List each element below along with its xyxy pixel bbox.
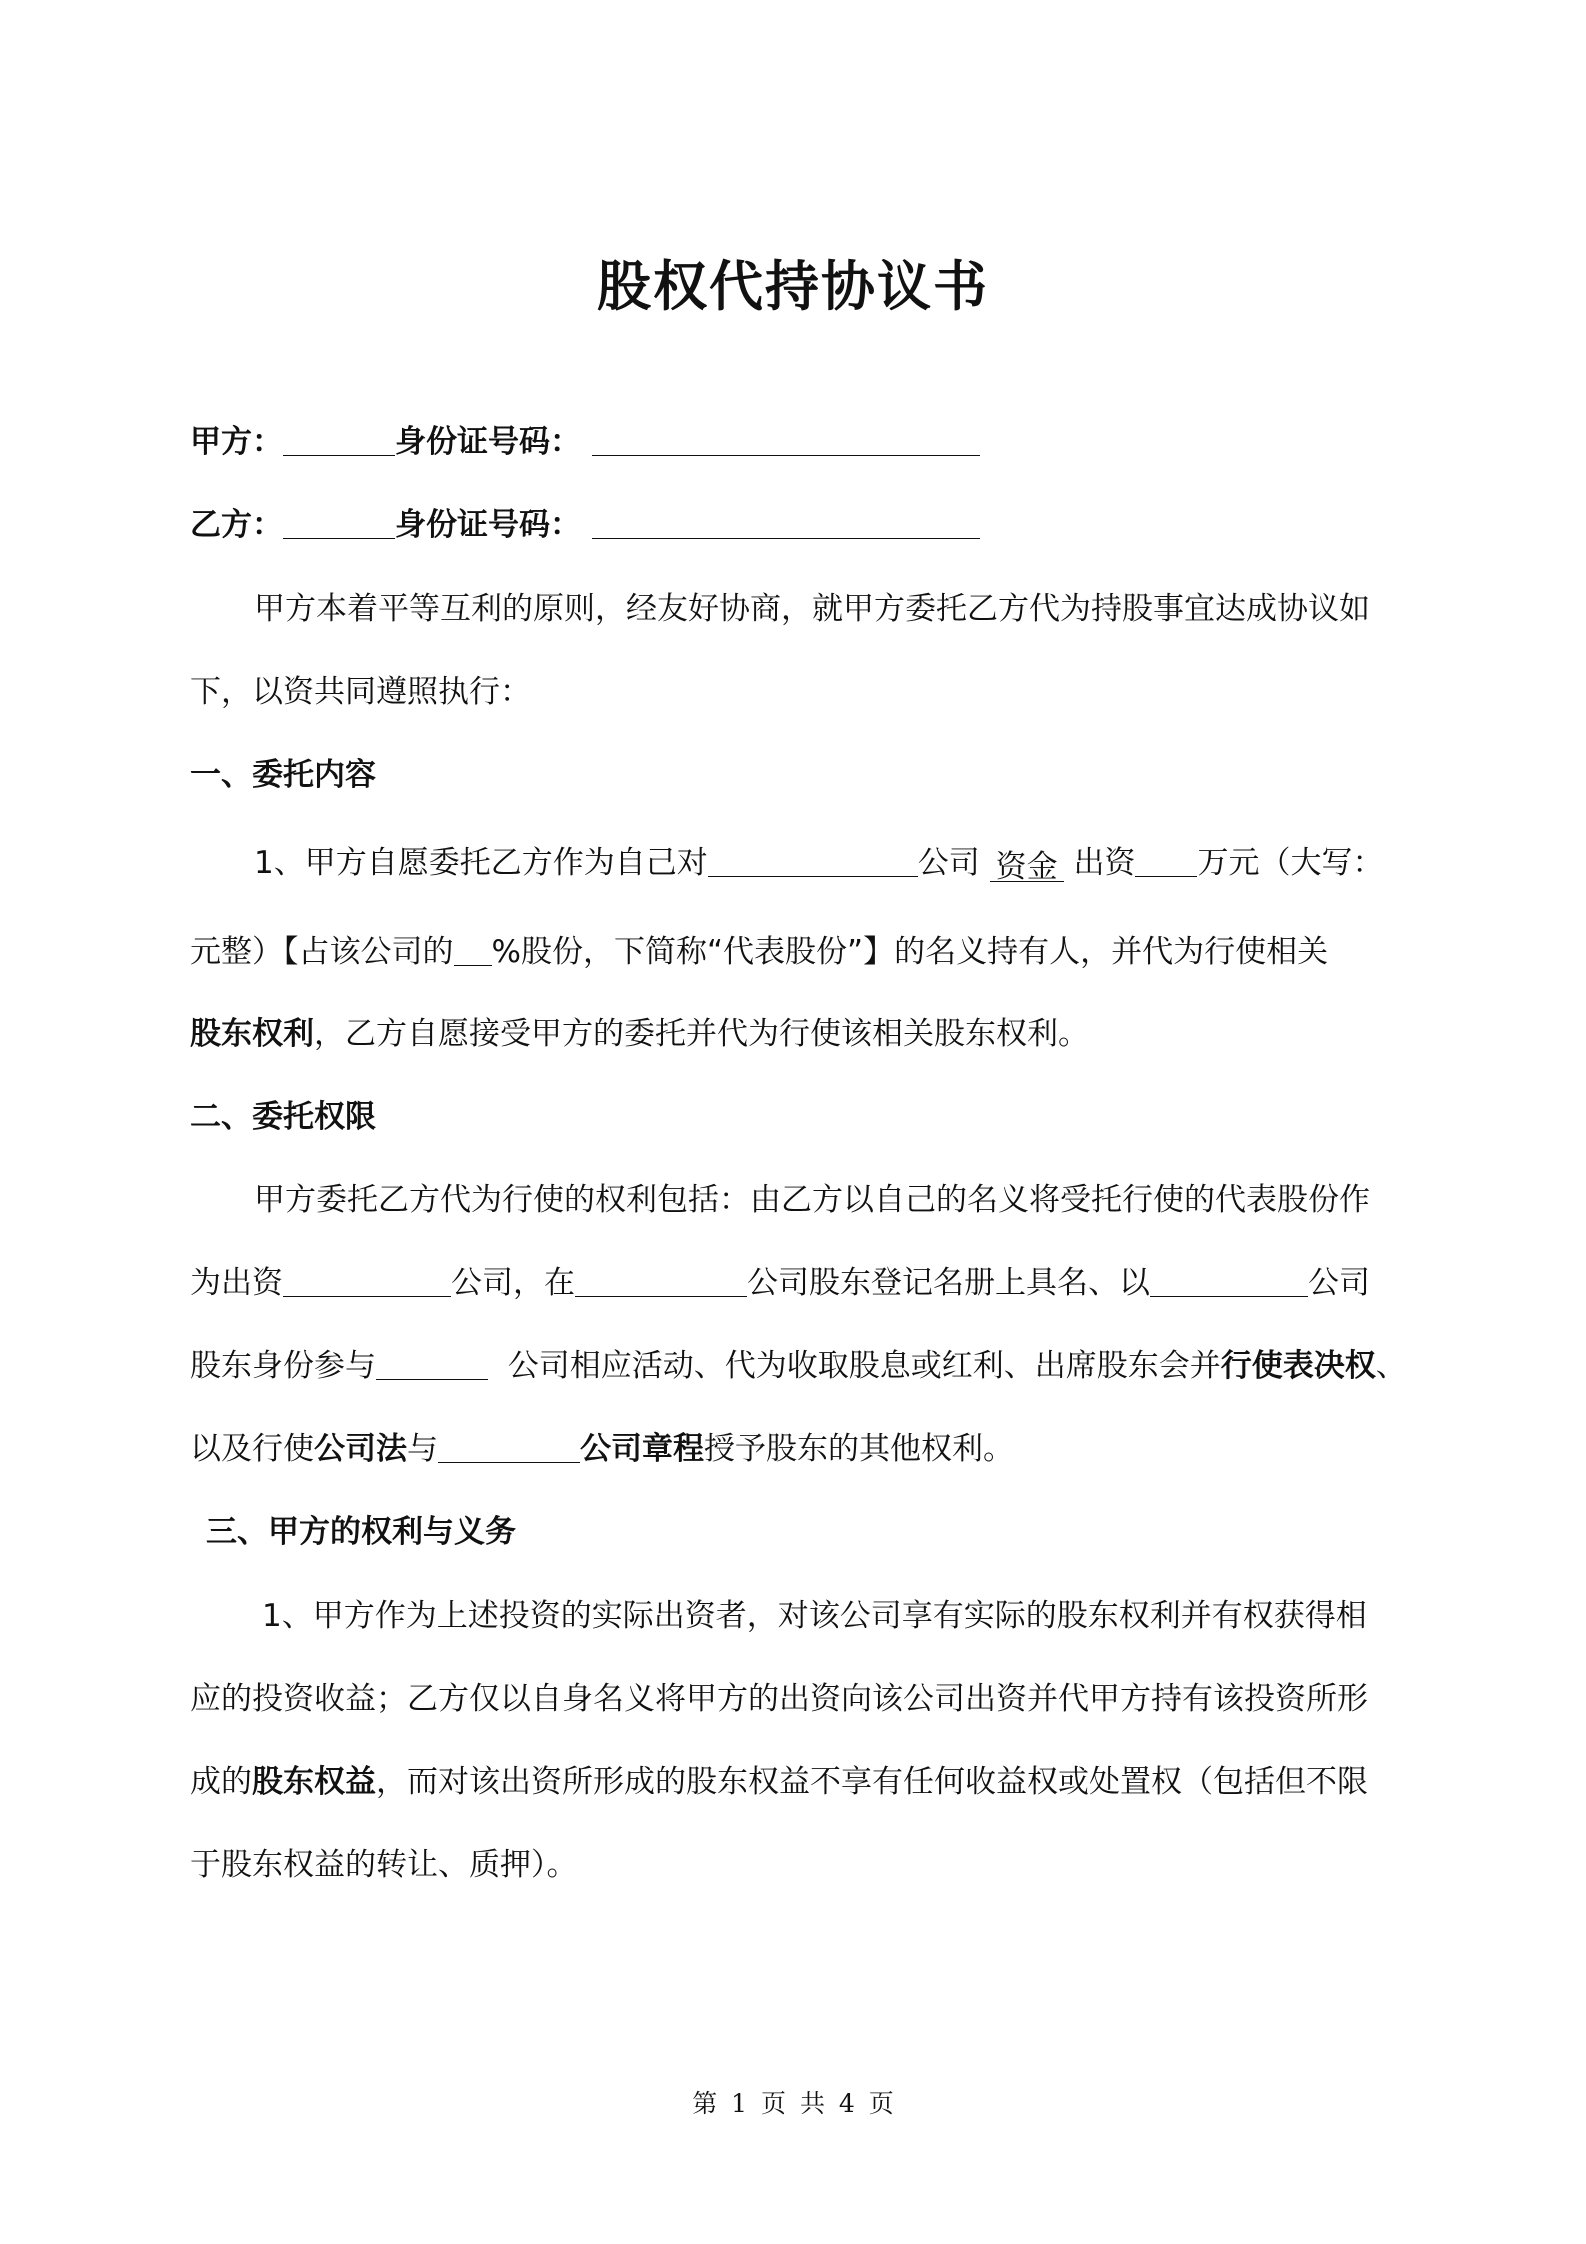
section-1-para-line-1: [254, 841, 1383, 885]
text-span: %股份，下简称“代表股份”】的名义持有人，并代为行使相关: [491, 934, 1329, 970]
text-span: 三、甲方的: [206, 1514, 361, 1550]
text-span: 公司，在: [451, 1265, 575, 1301]
bold-term: 股东权利: [190, 1016, 314, 1052]
bold-term: 公司章程: [580, 1431, 704, 1467]
text-span: ，乙方自愿接受甲方的委托并代为行使该相关股东权利。: [314, 1016, 1089, 1052]
text-span: 万元（大写：: [1197, 845, 1384, 881]
bold-term: 公司法: [314, 1431, 407, 1467]
company-blank: [438, 1428, 580, 1463]
section-2-line-2: [190, 1261, 1370, 1305]
page-footer: 第 1 页 共 4 页: [692, 2089, 894, 2118]
company-blank: [283, 1262, 451, 1297]
text-span: 权利与义务: [361, 1514, 516, 1550]
company-blank: [376, 1345, 488, 1380]
intro-line-2: 下，以资共同遵照执行：: [190, 674, 531, 710]
percent-blank: [454, 931, 492, 966]
text-span: 公司相应活动、代为收取股息或红利、出席股东会并: [507, 1348, 1221, 1384]
party-b-line: [190, 503, 980, 547]
section-3-heading: [206, 1510, 516, 1554]
section-2-line-4: [190, 1427, 1014, 1471]
party-b-label: 乙方：: [190, 507, 283, 543]
document-title: 股权代持协议书: [597, 255, 989, 318]
company-blank: [1150, 1262, 1308, 1297]
text-span: 股东身份参与: [190, 1348, 376, 1384]
bold-term: 股东权益: [252, 1764, 376, 1800]
text-span: 元整）【占该公司的: [190, 934, 454, 970]
party-a-label: 甲方：: [190, 424, 283, 460]
text-span: 出资: [1073, 845, 1136, 881]
section-3-line-1: 1、甲方作为上述投资的实际出资者，对该公司享有实际的股东权利并有权获得相: [262, 1598, 1367, 1634]
section-2-line-1: 甲方委托乙方代为行使的权利包括：由乙方以自己的名义将受托行使的代表股份作: [254, 1182, 1370, 1218]
text-span: 与: [407, 1431, 438, 1467]
section-2-heading: 二、委托权限: [190, 1099, 376, 1135]
party-a-name-blank: [283, 421, 395, 456]
text-span: ，而对该出资所形成的股东权益不享有任何收益权或处置权（包括但不限: [376, 1764, 1368, 1800]
section-2-line-3: [190, 1344, 1407, 1388]
text-span: 为出资: [190, 1265, 283, 1301]
text-span: 、: [1375, 1348, 1407, 1384]
party-a-id-label: 身份证号码：: [395, 424, 581, 460]
party-a-id-blank: [592, 421, 980, 456]
section-3-line-4: 于股东权益的转让、质押）。: [190, 1847, 578, 1883]
party-b-name-blank: [283, 504, 395, 539]
bold-term: 行使表决权: [1220, 1348, 1376, 1384]
text-span: 公司股东登记名册上具名、以: [747, 1265, 1150, 1301]
text-span: 1、甲方自愿委托乙方作为自己对: [254, 845, 708, 881]
section-3-line-3: [190, 1760, 1368, 1804]
text-span: 公司: [917, 845, 980, 881]
section-1-heading: 一、委托内容: [190, 757, 376, 793]
party-b-id-label: 身份证号码：: [395, 507, 581, 543]
amount-blank: [1135, 842, 1197, 877]
party-a-line: [190, 420, 980, 464]
section-3-line-2: 应的投资收益；乙方仅以自身名义将甲方的出资向该公司出资并代甲方持有该投资所形: [190, 1681, 1368, 1717]
text-span: 授予股东的其他权利。: [704, 1431, 1014, 1467]
company-blank: [575, 1262, 747, 1297]
text-span: 公司: [1308, 1265, 1370, 1301]
text-span: 以及行使: [190, 1431, 314, 1467]
section-1-para-line-2: [190, 930, 1328, 974]
text-span: 成的: [190, 1764, 252, 1800]
intro-line-1: 甲方本着平等互利的原则，经友好协商，就甲方委托乙方代为持股事宜达成协议如: [254, 591, 1370, 627]
section-1-para-line-3: [190, 1012, 1089, 1056]
company-blank: [708, 842, 918, 877]
party-b-id-blank: [592, 504, 980, 539]
fund-field: 资金: [990, 845, 1064, 882]
